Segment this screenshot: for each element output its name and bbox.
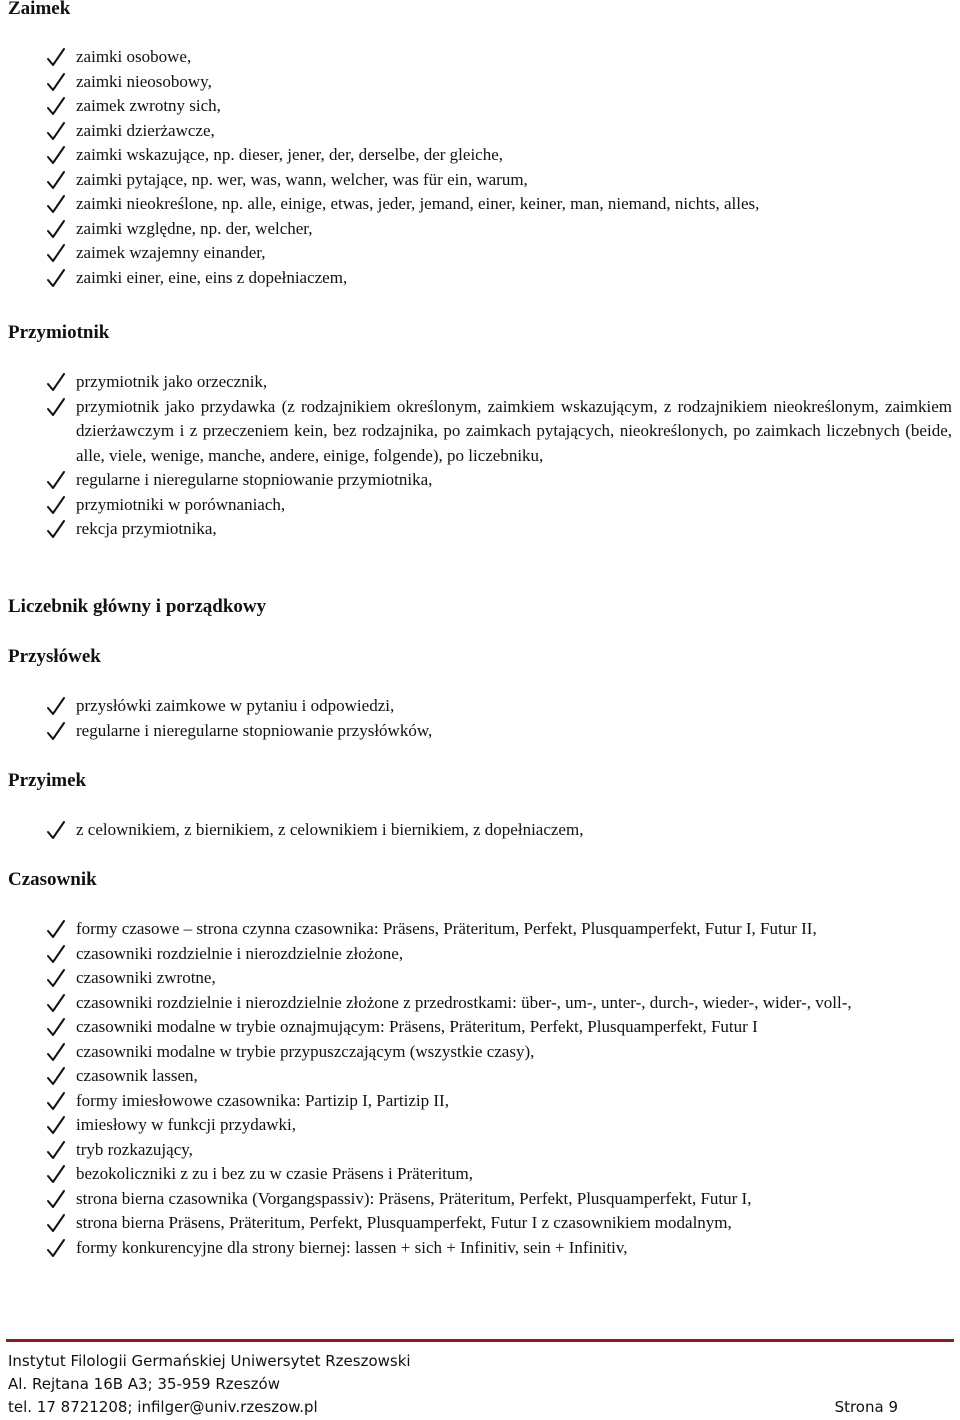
list-item: imiesłowy w funkcji przydawki, (0, 1113, 960, 1138)
section-heading-przyimek: Przyimek (8, 770, 87, 791)
checkmark-icon (46, 1089, 66, 1113)
footer-institute: Instytut Filologii Germańskiej Uniwersytet Rzeszowski (8, 1352, 411, 1370)
list-item: czasowniki rozdzielnie i nierozdzielnie złożone z przedrostkami: über-, um-, unter-, durch-, wieder-, wider-, voll-, (0, 991, 960, 1016)
checkmark-icon (46, 143, 66, 167)
checkmark-icon (46, 1162, 66, 1186)
footer-address: Al. Rejtana 16B A3; 35-959 Rzeszów (8, 1375, 280, 1393)
list-item: zaimki einer, eine, eins z dopełniaczem, (0, 266, 960, 291)
checkmark-icon (46, 119, 66, 143)
list-item: zaimki względne, np. der, welcher, (0, 217, 960, 242)
list-item: czasowniki rozdzielnie i nierozdzielnie złożone, (0, 942, 960, 967)
list-item: przysłówki zaimkowe w pytaniu i odpowiedzi, (0, 694, 960, 719)
checkmark-icon (46, 991, 66, 1015)
list-item: regularne i nieregularne stopniowanie przymiotnika, (0, 468, 960, 493)
list-item: strona bierna czasownika (Vorgangspassiv): Präsens, Präteritum, Perfekt, Plusquamperfekt, Futur I, (0, 1187, 960, 1212)
checkmark-icon (46, 942, 66, 966)
checkmark-icon (46, 1064, 66, 1088)
checkmark-icon (46, 517, 66, 541)
checkmark-icon (46, 45, 66, 69)
checkmark-icon (46, 1113, 66, 1137)
checkmark-icon (46, 818, 66, 842)
list-item: przymiotniki w porównaniach, (0, 493, 960, 518)
checkmark-icon (46, 1236, 66, 1260)
section-heading-zaimek: Zaimek (8, 0, 71, 19)
list-item: zaimki osobowe, (0, 45, 960, 70)
checkmark-icon (46, 1187, 66, 1211)
list-item: zaimki dzierżawcze, (0, 119, 960, 144)
list-przyslowek (0, 694, 960, 743)
list-item: strona bierna Präsens, Präteritum, Perfekt, Plusquamperfekt, Futur I z czasownikiem modalnym, (0, 1211, 960, 1236)
list-item: formy czasowe – strona czynna czasownika: Präsens, Präteritum, Perfekt, Plusquamperfekt, Futur I, Futur II, (0, 917, 960, 942)
footer-contact: tel. 17 8721208; infilger@univ.rzeszow.pl (8, 1398, 318, 1416)
checkmark-icon (46, 1138, 66, 1162)
checkmark-icon (46, 217, 66, 241)
list-item: regularne i nieregularne stopniowanie przysłówków, (0, 719, 960, 744)
list-item: formy imiesłowowe czasownika: Partizip I, Partizip II, (0, 1089, 960, 1114)
page-number: Strona 9 (834, 1398, 898, 1416)
list-item: zaimki nieokreślone, np. alle, einige, etwas, jeder, jemand, einer, keiner, man, niemand, nichts, alles, (0, 192, 960, 217)
checkmark-icon (46, 1211, 66, 1235)
checkmark-icon (46, 192, 66, 216)
checkmark-icon (46, 168, 66, 192)
checkmark-icon (46, 266, 66, 290)
checkmark-icon (46, 493, 66, 517)
section-heading-czasownik: Czasownik (8, 869, 97, 890)
list-item: zaimki nieosobowy, (0, 70, 960, 95)
checkmark-icon (46, 694, 66, 718)
list-zaimek (0, 45, 960, 290)
list-item: zaimek zwrotny sich, (0, 94, 960, 119)
checkmark-icon (46, 468, 66, 492)
checkmark-icon (46, 966, 66, 990)
list-item: zaimki pytające, np. wer, was, wann, welcher, was für ein, warum, (0, 168, 960, 193)
checkmark-icon (46, 241, 66, 265)
checkmark-icon (46, 719, 66, 743)
footer (8, 1350, 898, 1419)
checkmark-icon (46, 370, 66, 394)
list-czasownik (0, 917, 960, 1260)
list-item: bezokoliczniki z zu i bez zu w czasie Präsens i Präteritum, (0, 1162, 960, 1187)
list-item: rekcja przymiotnika, (0, 517, 960, 542)
list-item: czasownik lassen, (0, 1064, 960, 1089)
list-przymiotnik (0, 370, 960, 542)
list-item: formy konkurencyjne dla strony biernej: lassen + sich + Infinitiv, sein + Infinitiv, (0, 1236, 960, 1261)
footer-rule (6, 1339, 954, 1342)
list-item: czasowniki modalne w trybie przypuszczającym (wszystkie czasy), (0, 1040, 960, 1065)
checkmark-icon (46, 70, 66, 94)
list-item: czasowniki zwrotne, (0, 966, 960, 991)
list-item: tryb rozkazujący, (0, 1138, 960, 1163)
list-item: czasowniki modalne w trybie oznajmującym: Präsens, Präteritum, Perfekt, Plusquamperfekt, Futur I (0, 1015, 960, 1040)
list-item: z celownikiem, z biernikiem, z celownikiem i biernikiem, z dopełniaczem, (0, 818, 960, 843)
section-heading-liczebnik: Liczebnik główny i porządkowy (8, 596, 267, 617)
list-item: przymiotnik jako przydawka (z rodzajnikiem określonym, zaimkiem wskazującym, z rodzajnikiem nieokreślonym, zaimkiem dzierżawczym i z przeczeniem kein, bez rodzajnika, po zaimkach pytających, nieokreślonych, po zaimkach liczebnych (beide, alle, viele, wenige, manche, andere, einige, folgende), po liczebniku, (0, 395, 960, 469)
list-item: zaimki wskazujące, np. dieser, jener, der, derselbe, der gleiche, (0, 143, 960, 168)
checkmark-icon (46, 94, 66, 118)
checkmark-icon (46, 1040, 66, 1064)
list-przyimek (0, 818, 960, 843)
list-item: przymiotnik jako orzecznik, (0, 370, 960, 395)
checkmark-icon (46, 395, 66, 419)
section-heading-przymiotnik: Przymiotnik (8, 322, 110, 343)
list-item: zaimek wzajemny einander, (0, 241, 960, 266)
checkmark-icon (46, 1015, 66, 1039)
section-heading-przyslowek: Przysłówek (8, 646, 101, 667)
checkmark-icon (46, 917, 66, 941)
